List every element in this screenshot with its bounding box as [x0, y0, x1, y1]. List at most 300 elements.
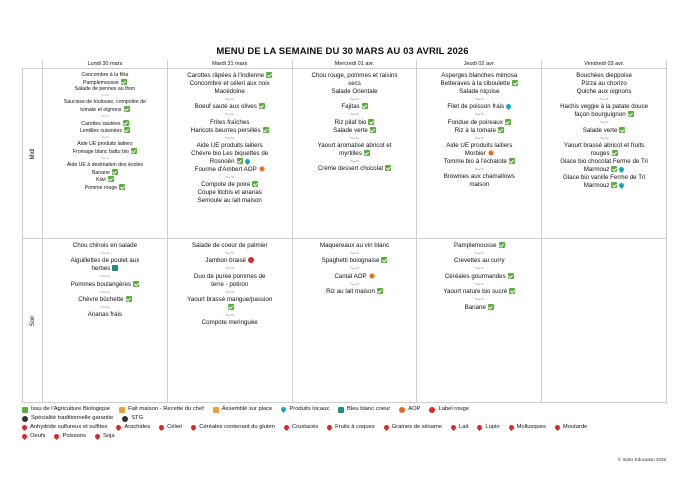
- cell-content: [168, 69, 292, 205]
- menu-item: [43, 120, 167, 128]
- menu-item-text: Pizza au chorizo: [581, 79, 627, 87]
- legend-item: [327, 423, 375, 432]
- organic-icon: [381, 257, 387, 263]
- day-header: Lundi 30 mars: [43, 60, 168, 69]
- menu-item-text: Coupe litchis et ananas: [197, 189, 262, 197]
- menu-item: [168, 158, 292, 166]
- menu-item-text: Frites fraîches: [210, 118, 250, 126]
- legend-item: [116, 423, 150, 432]
- course-separator: ~-~: [474, 249, 484, 257]
- organic-icon: [368, 119, 374, 125]
- local-icon: [280, 406, 287, 413]
- menu-cell: [292, 239, 417, 403]
- chef-icon: [119, 407, 125, 413]
- menu-cell: [167, 69, 292, 239]
- course-separator: ~-~: [599, 119, 609, 127]
- allergen-icon: [508, 424, 515, 431]
- legend-item: [399, 405, 420, 414]
- menu-item: [168, 88, 292, 96]
- local-product-icon: [618, 182, 625, 189]
- local-product-icon: [244, 158, 251, 165]
- assemble-icon: [213, 407, 219, 413]
- legend-row: [22, 432, 667, 441]
- menu-item-text: Compote meringuée: [201, 319, 258, 327]
- legend-label: Poissons: [62, 433, 86, 439]
- course-separator: ~-~: [101, 135, 109, 142]
- allergen-icon: [450, 424, 457, 431]
- aop-icon: [488, 150, 494, 156]
- cell-content: [43, 239, 167, 319]
- menu-item-text: maison: [469, 181, 490, 189]
- cell-content: [43, 69, 167, 191]
- menu-item: [293, 103, 417, 111]
- organic-icon: [119, 184, 125, 190]
- organic-icon: [488, 304, 494, 310]
- aop-icon: [369, 273, 375, 279]
- menu-item: [293, 257, 417, 265]
- menu-item: [43, 99, 167, 106]
- menu-item: [168, 189, 292, 197]
- menu-item: [168, 304, 292, 312]
- row-label-midi: [23, 69, 43, 239]
- menu-item: [43, 79, 167, 87]
- menu-item-text: terre - potiron: [211, 280, 249, 288]
- legend-label: Lait: [459, 424, 469, 430]
- menu-item: [417, 304, 541, 312]
- menu-item: [43, 86, 167, 93]
- menu-item-text: Aide UE produits laitiers: [196, 141, 263, 149]
- menu-item: [168, 127, 292, 135]
- organic-icon: [385, 165, 391, 171]
- legend-label: Anhydride sulfureux et sulfites: [30, 424, 108, 430]
- menu-item-text: Morbier: [464, 149, 486, 157]
- menu-item-text: Crème dessert chocolat: [317, 165, 384, 173]
- menu-item: [43, 72, 167, 79]
- menu-item: [417, 142, 541, 150]
- menu-item-text: Salade Orientale: [331, 87, 378, 95]
- course-separator: ~-~: [225, 173, 235, 181]
- menu-item: [417, 288, 541, 296]
- menu-item-text: Fondue de poireaux: [447, 118, 503, 126]
- menu-cell: [43, 239, 168, 403]
- menu-item-text: Chèvre bûchette: [78, 296, 124, 304]
- menu-item-text: Salade de coeur de palmier: [191, 242, 268, 249]
- legend-label: Label rouge: [438, 406, 470, 412]
- menu-item-text: Céréales gourmandes: [444, 272, 506, 280]
- organic-icon: [498, 127, 504, 133]
- allergen-icon: [476, 424, 483, 431]
- menu-item: [168, 181, 292, 189]
- legend-item: [509, 423, 546, 432]
- course-separator: ~-~: [474, 265, 484, 273]
- menu-item-text: Salade niçoise: [459, 87, 500, 95]
- menu-item-text: Salade verte: [582, 126, 618, 134]
- course-separator: ~-~: [474, 280, 484, 288]
- course-separator: ~-~: [100, 304, 110, 311]
- menu-table: [22, 60, 667, 403]
- menu-item-text: Quiche aux oignons: [576, 87, 632, 95]
- course-separator: ~-~: [225, 311, 235, 319]
- course-separator: ~-~: [225, 265, 235, 273]
- allergen-icon: [283, 424, 290, 431]
- menu-item-text: Aiguillettes de poulet aux: [70, 257, 140, 265]
- menu-item: [542, 166, 666, 174]
- cell-content: [542, 69, 666, 190]
- menu-item: [168, 296, 292, 304]
- organic-icon: [133, 281, 139, 287]
- legend: [22, 405, 667, 441]
- menu-item-text: Semoule au lait maison: [197, 197, 262, 204]
- legend-item: [22, 432, 45, 441]
- course-separator: ~-~: [225, 134, 235, 142]
- cell-content: [542, 239, 666, 242]
- menu-item-text: Lentilles cuisinées: [79, 128, 122, 135]
- menu-item-text: Rosnoën: [209, 157, 235, 165]
- bbc-icon: [338, 407, 344, 413]
- menu-item: [168, 281, 292, 289]
- course-separator: ~-~: [101, 113, 109, 120]
- legend-row: [22, 405, 667, 414]
- menu-item: [293, 88, 417, 96]
- menu-item-text: Maquereaux au vin blanc: [319, 242, 390, 249]
- legend-label: STG: [131, 415, 144, 421]
- menu-item: [293, 288, 417, 296]
- allergen-icon: [383, 424, 390, 431]
- organic-icon: [499, 242, 505, 248]
- menu-item-text: Glace bio chocolat Ferme de Tri: [560, 157, 648, 165]
- legend-item: [22, 414, 113, 423]
- course-separator: ~-~: [349, 157, 360, 165]
- menu-item-text: Ananas frais: [87, 311, 123, 319]
- course-separator: ~-~: [100, 273, 110, 281]
- menu-item-text: secs: [348, 79, 361, 87]
- organic-icon: [259, 103, 265, 109]
- menu-item-text: Pomme rouge: [84, 184, 118, 191]
- menu-item: [168, 119, 292, 127]
- legend-item: [338, 405, 390, 414]
- soir-row: [23, 239, 667, 403]
- allergen-icon: [21, 424, 28, 431]
- organic-icon: [508, 273, 514, 279]
- menu-item-text: Carottes râpées à l'indienne: [187, 72, 265, 79]
- organic-icon: [252, 181, 258, 187]
- menu-item-text: Salade verte: [333, 126, 368, 134]
- menu-item-text: tomate et oignons: [80, 106, 122, 113]
- menu-item-text: Jambon braisé: [205, 257, 246, 265]
- menu-item-text: Boeuf sauté aux olives: [194, 103, 257, 111]
- organic-icon: [628, 111, 634, 117]
- allergen-icon: [115, 424, 122, 431]
- menu-item-text: Kiwi: [96, 177, 106, 184]
- menu-item-text: Marmouz: [583, 165, 610, 173]
- menu-item-text: Aide UE produits laitiers: [446, 141, 513, 149]
- organic-icon: [505, 119, 511, 125]
- legend-item: [159, 423, 182, 432]
- menu-item: [417, 257, 541, 265]
- menu-item-text: Compote de poire: [201, 181, 251, 189]
- row-label-text: Midi: [29, 147, 36, 160]
- legend-label: Arachides: [124, 424, 151, 430]
- menu-item-text: Hachis veggie à la patate douce: [560, 103, 649, 111]
- course-separator: ~-~: [100, 288, 110, 296]
- menu-item-text: Aide UE à destination des écoles: [66, 161, 143, 168]
- legend-item: [477, 423, 499, 432]
- menu-item: [417, 88, 541, 96]
- menu-item-text: Cantal AOP: [334, 272, 367, 280]
- menu-item-text: Salade de pennes au thon: [74, 86, 136, 93]
- menu-item: [542, 72, 666, 80]
- menu-item: [293, 72, 417, 80]
- menu-item: [293, 150, 417, 158]
- menu-item-text: Concombre et céleri aux noix: [189, 79, 270, 87]
- course-separator: ~-~: [101, 92, 109, 99]
- menu-item: [417, 127, 541, 135]
- organic-icon: [612, 150, 618, 156]
- organic-icon: [362, 103, 368, 109]
- menu-item: [542, 88, 666, 96]
- menu-item-text: Pamplemousse: [83, 79, 119, 86]
- allergen-icon: [94, 433, 101, 440]
- legend-label: Céleri: [167, 424, 183, 430]
- legend-label: Mollusques: [516, 424, 546, 430]
- menu-cell: [417, 69, 542, 239]
- menu-item: [293, 80, 417, 88]
- menu-item: [293, 127, 417, 135]
- menu-item: [43, 296, 167, 304]
- menu-item-text: Riz à la tomate: [454, 126, 496, 134]
- menu-cell: [292, 69, 417, 239]
- legend-item: [284, 423, 318, 432]
- organic-icon: [126, 296, 132, 302]
- organic-icon: [108, 176, 114, 182]
- organic-icon: [124, 127, 130, 133]
- menu-cell: [542, 239, 667, 403]
- organic-icon: [509, 288, 515, 294]
- menu-item-text: Tomme bio à l'échalote: [443, 157, 507, 165]
- menu-item: [168, 273, 292, 281]
- menu-item-text: Carottes sautées: [81, 120, 121, 127]
- stg-spec-icon: [22, 416, 28, 422]
- bleu-blanc-coeur-icon: [112, 265, 118, 271]
- menu-item-text: Yaourt aromatisé abricot et: [317, 141, 392, 149]
- menu-item: [542, 111, 666, 119]
- course-separator: ~-~: [349, 134, 360, 142]
- menu-item-text: façon bourguignon: [574, 111, 626, 119]
- stg-icon: [122, 416, 128, 422]
- menu-item-text: Pommes boulangères: [70, 280, 131, 288]
- aop-icon: [399, 407, 405, 413]
- menu-item-text: Betteraves à la ciboulette: [440, 79, 511, 87]
- menu-item-text: Riz au lait maison: [326, 288, 375, 296]
- legend-row: [22, 414, 667, 423]
- course-separator: ~-~: [349, 95, 360, 103]
- course-separator: ~-~: [349, 280, 360, 288]
- label-rouge-icon: [248, 257, 254, 263]
- corner-cell: [23, 60, 43, 69]
- menu-item-text: Spaghetti bolognaise: [321, 257, 380, 265]
- page-title: MENU DE LA SEMAINE DU 30 MARS AU 03 AVRIL 2026: [216, 46, 469, 57]
- menu-item: [293, 165, 417, 173]
- menu-item-text: Fajitas: [341, 103, 360, 111]
- header-row: [23, 60, 667, 69]
- allergen-icon: [326, 424, 333, 431]
- organic-icon: [611, 182, 617, 188]
- menu-item-text: Saucisse de toulouse, compotée de: [63, 99, 146, 106]
- organic-icon: [131, 148, 137, 154]
- copyright: © Index Education 2026: [617, 457, 666, 462]
- menu-item: [168, 257, 292, 265]
- allergen-icon: [190, 424, 197, 431]
- legend-label: Bleu blanc coeur: [347, 406, 391, 412]
- menu-item-text: Duo de purée pommes de: [193, 272, 266, 280]
- menu-item: [168, 72, 292, 80]
- menu-item-text: myrtilles: [339, 149, 362, 157]
- menu-item: [417, 242, 541, 250]
- cell-content: [293, 239, 417, 296]
- menu-item: [417, 103, 541, 111]
- menu-item-text: Banane: [91, 169, 110, 176]
- cell-content: [417, 69, 541, 189]
- menu-item: [293, 242, 417, 250]
- day-header: Mardi 31 mars: [167, 60, 292, 69]
- legend-item: [451, 423, 468, 432]
- legend-label: Produits locaux: [289, 406, 330, 412]
- course-separator: ~-~: [225, 249, 235, 257]
- menu-item-text: Filet de poisson frais: [447, 103, 505, 111]
- organic-icon: [123, 120, 129, 126]
- legend-label: Oeufs: [30, 433, 46, 439]
- organic-icon: [237, 158, 243, 164]
- menu-item: [43, 106, 167, 114]
- menu-item-text: Chou rouge, pommes et raisins: [311, 72, 398, 79]
- organic-icon: [263, 127, 269, 133]
- legend-label: Moutarde: [562, 424, 588, 430]
- organic-icon: [611, 166, 617, 172]
- course-separator: ~-~: [101, 155, 109, 162]
- menu-item: [542, 80, 666, 88]
- menu-item: [417, 273, 541, 281]
- menu-item: [542, 182, 666, 190]
- menu-item: [542, 158, 666, 166]
- menu-item: [293, 273, 417, 281]
- lr-icon: [429, 407, 435, 413]
- menu-item: [168, 242, 292, 250]
- menu-item-text: Bouchées dieppoise: [576, 72, 632, 79]
- menu-item-text: Asperges blanches mimosa: [441, 72, 518, 79]
- menu-item: [43, 141, 167, 148]
- legend-label: Lupin: [485, 424, 500, 430]
- organic-icon: [509, 158, 515, 164]
- aop-icon: [259, 166, 265, 172]
- course-separator: ~-~: [474, 111, 484, 119]
- organic-icon: [121, 79, 127, 85]
- menu-item-text: Glace bio vanille Ferme de Tri: [562, 173, 646, 181]
- row-label-text: Soir: [29, 315, 36, 326]
- legend-item: [22, 405, 110, 414]
- allergen-icon: [21, 433, 28, 440]
- cell-content: [293, 69, 417, 173]
- course-separator: ~-~: [474, 296, 484, 304]
- menu-item-text: Yaourt brassé abricot et fruits: [563, 141, 645, 149]
- menu-cell: [167, 239, 292, 403]
- menu-item-text: Fourme d'Ambert AOP: [194, 165, 257, 173]
- organic-icon: [370, 127, 376, 133]
- organic-icon: [512, 80, 518, 86]
- menu-item-text: Pamplemousse: [453, 242, 497, 249]
- menu-item-text: Yaourt brassé mangue/passion: [187, 296, 273, 304]
- menu-item-text: Riz pilaf bio: [334, 118, 367, 126]
- legend-item: [429, 405, 469, 414]
- menu-item: [168, 150, 292, 158]
- legend-item: [119, 405, 204, 414]
- legend-label: Graines de sésame: [391, 424, 443, 430]
- legend-label: Issu de l'Agriculture Biologique: [31, 406, 111, 412]
- menu-item: [542, 127, 666, 135]
- menu-item: [542, 174, 666, 182]
- legend-item: [384, 423, 442, 432]
- menu-item: [168, 197, 292, 205]
- menu-item: [168, 80, 292, 88]
- legend-label: Assemblé sur place: [221, 406, 273, 412]
- course-separator: ~-~: [599, 95, 609, 103]
- legend-item: [213, 405, 273, 414]
- day-header: Jeudi 02 avr.: [417, 60, 542, 69]
- legend-item: [281, 405, 329, 414]
- allergen-icon: [53, 433, 60, 440]
- menu-item: [542, 103, 666, 111]
- menu-item: [417, 181, 541, 189]
- course-separator: ~-~: [474, 134, 484, 142]
- menu-item-text: Aide UE produits laitiers: [77, 141, 133, 148]
- menu-item: [43, 281, 167, 289]
- midi-row: [23, 69, 667, 239]
- legend-item: [555, 423, 588, 432]
- menu-item-text: Concombre à la fêta: [81, 72, 129, 78]
- menu-item: [43, 127, 167, 135]
- menu-item: [43, 265, 167, 273]
- organic-icon: [364, 150, 370, 156]
- organic-icon: [112, 169, 118, 175]
- legend-item: [95, 432, 115, 441]
- menu-item-text: Haricots beurres persillés: [190, 126, 261, 134]
- legend-label: Crustacés: [292, 424, 319, 430]
- menu-item: [542, 142, 666, 150]
- course-separator: ~-~: [225, 111, 235, 119]
- menu-item: [542, 150, 666, 158]
- menu-item-text: Crevettes au curry: [454, 257, 505, 265]
- menu-item: [417, 72, 541, 80]
- course-separator: ~-~: [349, 111, 360, 119]
- menu-item-text: Marmouz: [583, 181, 610, 189]
- menu-item-text: Yaourt nature bio sucré: [443, 288, 508, 296]
- menu-item: [168, 166, 292, 174]
- local-product-icon: [505, 103, 512, 110]
- organic-icon: [266, 72, 272, 78]
- course-separator: ~-~: [349, 249, 360, 257]
- menu-item: [43, 311, 167, 319]
- legend-item: [122, 414, 143, 423]
- legend-label: Fruits à coques: [335, 424, 375, 430]
- menu-item-text: Brownies aux chamallows: [443, 173, 515, 181]
- day-header: Mercredi 01 avr.: [292, 60, 417, 69]
- organic-icon: [124, 106, 130, 112]
- menu-item: [43, 176, 167, 184]
- menu-item: [43, 257, 167, 265]
- course-separator: ~-~: [599, 134, 609, 142]
- menu-cell: [43, 69, 168, 239]
- organic-icon: [377, 288, 383, 294]
- local-product-icon: [618, 166, 625, 173]
